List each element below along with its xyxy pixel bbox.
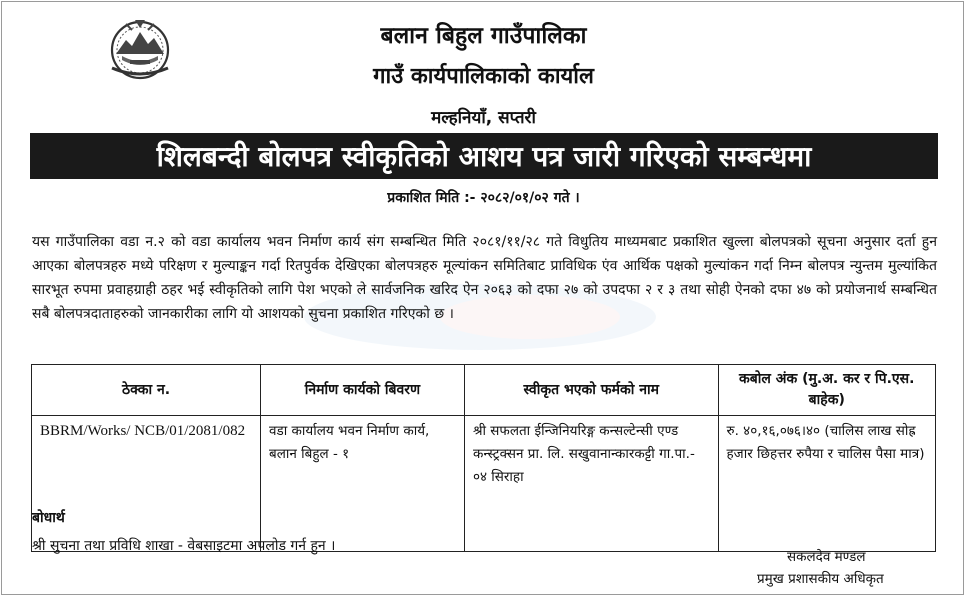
header-work-description: निर्माण कार्यको बिवरण: [260, 365, 464, 416]
cc-label: बोधार्थ: [32, 510, 65, 526]
cell-bid-amount: रु. ४०,१६,०७६।४० (चालिस लाख सोह्र हजार छिहत्तर रुपैया र चालिस पैसा मात्र): [718, 416, 935, 552]
signatory-name: सकलदेव मण्डल: [787, 549, 866, 565]
cc-item: श्री सुचना तथा प्रविधि शाखा - वेबसाइटमा अपलोड गर्न हुन ।: [32, 538, 336, 554]
signatory-title: प्रमुख प्रशासकीय अधिकृत: [757, 571, 884, 587]
notice-body: यस गाउँपालिका वडा न.२ को वडा कार्यालय भवन निर्माण कार्य संग सम्बन्धित मिति २०८१/११/२८ गते विधुतिय माध्यमबाट प्रकाशित खुल्ला बोलपत्रको सूचना अनुसार दर्ता हुन आएका बोलपत्रहरु मध्ये परिक्षण र मुल्याङ्कन गर्दा रितपुर्वक देखिएका बोलपत्रहरु मूल्यांकन समितिबाट प्राविधिक एंव आर्थिक पक्षको मुल्यांकन गर्दा निम्न बोलपत्र न्युन्तम मुल्यांकित सारभूत रुपमा प्रवाहग्राही ठहर भई स्वीकृतिको लागि पेश भएको ले सार्वजनिक खरिद ऐन २०६३ को दफा २७ को उपदफा २ र ३ तथा सोही ऐनको दफा ४७ को प्रयोजनार्थ सम्बन्धित सबै बोलपत्रदाताहरुको जानकारीका लागि यो आशयको सुचना प्रकाशित गरिएको छ ।: [32, 234, 937, 322]
cell-work-description: वडा कार्यालय भवन निर्माण कार्य, बलान बिहुल - १: [260, 416, 464, 552]
header-bid-amount: कबोल अंक (मु.अ. कर र पि.एस. बाहेक): [718, 365, 935, 416]
table-row: [32, 416, 936, 552]
municipality-name: बलान बिहुल गाउँपालिका: [380, 23, 587, 49]
table-header-row: [32, 365, 936, 416]
notice-title: शिलबन्दी बोलपत्र स्वीकृतिको आशय पत्र जारी गरिएको सम्बन्धमा: [156, 140, 812, 173]
header-firm-name: स्वीकृत भएको फर्मको नाम: [464, 365, 718, 416]
office-name: गाउँ कार्यपालिकाको कार्याल: [373, 64, 594, 89]
cell-contract-no: BBRM/Works/ NCB/01/2081/082: [32, 416, 261, 552]
published-date: प्रकाशित मिति :- २०८२/०१/०२ गते ।: [387, 190, 580, 206]
cell-firm-name: श्री सफलता ईन्जिनियरिङ्ग कन्सल्टेन्सी एण्ड कन्स्ट्रक्सन प्रा. लि. सखुवानान्कारकट्टी गा.पा.- ०४ सिराहा: [464, 416, 718, 552]
office-location: मल्हनियाँ, सप्तरी: [431, 108, 536, 128]
notice-title-banner: [30, 133, 938, 179]
tender-table: [31, 364, 936, 552]
header-contract-no: ठेक्का न.: [32, 365, 261, 416]
